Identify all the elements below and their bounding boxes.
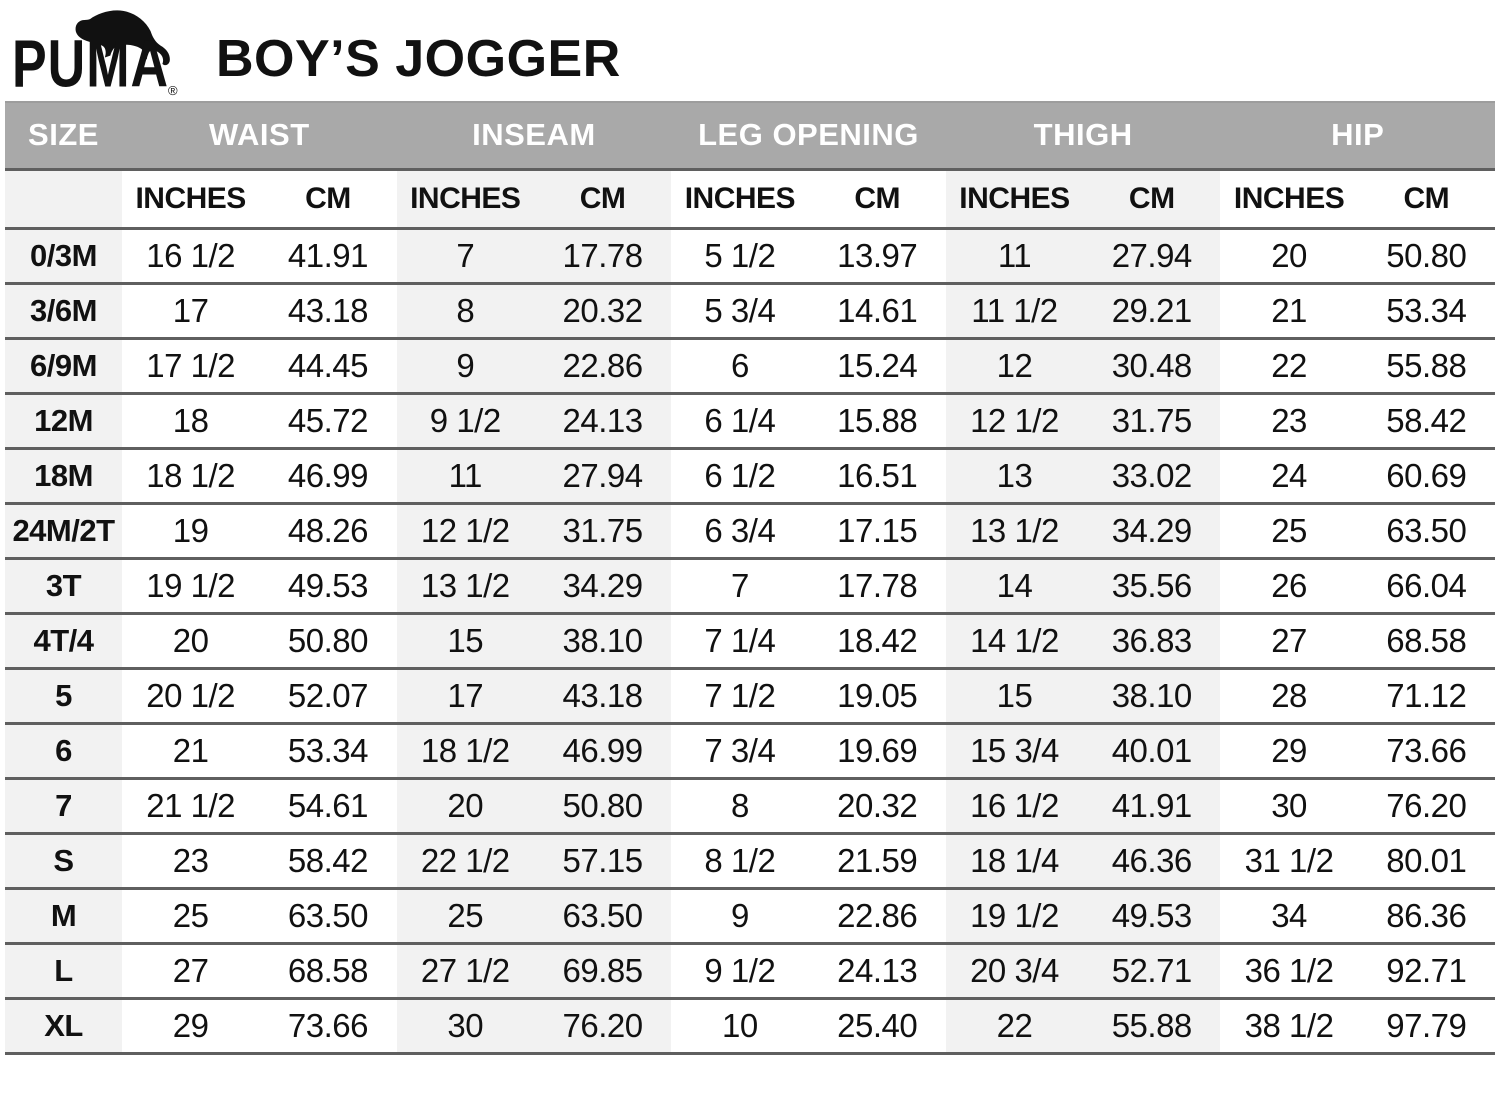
measurement-value-cell: 20.32: [534, 283, 671, 338]
measurement-value-cell: 19 1/2: [146, 566, 236, 604]
measurement-value-cell: 41.91: [287, 236, 368, 274]
measurement-value-cell: 21.59: [837, 841, 918, 879]
measurement-value-cell: 31.75: [534, 503, 671, 558]
measurement-value-cell: 18 1/4: [946, 833, 1083, 888]
column-header-size: SIZE: [28, 117, 99, 153]
unit-header-waist-cm: CM: [305, 181, 351, 215]
registered-trademark-symbol: ®: [168, 83, 178, 98]
measurement-value-cell: 38.10: [1083, 668, 1220, 723]
measurement-value-cell: 7: [397, 228, 534, 283]
measurement-value-cell: 27: [172, 951, 209, 989]
table-units-header-row: [5, 169, 1495, 228]
measurement-value-cell: 46.99: [534, 723, 671, 778]
measurement-value-cell: 13 1/2: [397, 558, 534, 613]
measurement-value-cell: 13 1/2: [946, 503, 1083, 558]
measurement-value-cell: 8: [397, 283, 534, 338]
measurement-value-cell: 10: [722, 1006, 758, 1044]
measurement-value-cell: 6 3/4: [704, 511, 776, 549]
unit-header-hip-inches: INCHES: [1233, 181, 1345, 215]
measurement-value-cell: 66.04: [1386, 566, 1467, 604]
size-label-cell: XL: [5, 998, 122, 1053]
measurement-value-cell: 11: [397, 448, 534, 503]
measurement-value-cell: 86.36: [1386, 896, 1467, 934]
measurement-value-cell: 36.83: [1083, 613, 1220, 668]
measurement-value-cell: 27: [1271, 621, 1307, 659]
measurement-value-cell: 36 1/2: [1244, 951, 1334, 989]
measurement-value-cell: 6 1/2: [704, 456, 776, 494]
puma-logo: [12, 7, 184, 101]
measurement-value-cell: 52.07: [287, 676, 368, 714]
page-title: BOY’S JOGGER: [216, 30, 621, 88]
measurement-value-cell: 33.02: [1083, 448, 1220, 503]
measurement-value-cell: 18.42: [837, 621, 918, 659]
measurement-value-cell: 17 1/2: [146, 346, 236, 384]
table-row: [5, 283, 1495, 338]
table-row: [5, 393, 1495, 448]
measurement-value-cell: 73.66: [287, 1006, 368, 1044]
measurement-value-cell: 17.78: [534, 228, 671, 283]
measurement-value-cell: 40.01: [1083, 723, 1220, 778]
size-label-cell: 6: [5, 723, 122, 778]
measurement-value-cell: 9 1/2: [397, 393, 534, 448]
measurement-value-cell: 9: [397, 338, 534, 393]
measurement-value-cell: 17.78: [837, 566, 918, 604]
measurement-value-cell: 15.24: [837, 346, 918, 384]
measurement-value-cell: 92.71: [1386, 951, 1467, 989]
column-header-inseam: INSEAM: [472, 117, 596, 153]
size-label-cell: 0/3M: [5, 228, 122, 283]
table-row: [5, 723, 1495, 778]
table-row: [5, 558, 1495, 613]
measurement-value-cell: 14.61: [837, 291, 918, 329]
measurement-value-cell: 26: [1271, 566, 1307, 604]
unit-header-waist-inches: INCHES: [135, 181, 246, 215]
measurement-value-cell: 48.26: [287, 511, 368, 549]
measurement-value-cell: 9: [730, 896, 749, 934]
measurement-value-cell: 15: [397, 613, 534, 668]
measurement-value-cell: 22.86: [534, 338, 671, 393]
measurement-value-cell: 80.01: [1386, 841, 1467, 879]
measurement-value-cell: 12: [946, 338, 1083, 393]
column-header-thigh: THIGH: [1033, 117, 1133, 153]
size-label-cell: M: [5, 888, 122, 943]
measurement-value-cell: 15 3/4: [946, 723, 1083, 778]
measurement-value-cell: 14: [946, 558, 1083, 613]
table-row: [5, 503, 1495, 558]
measurement-value-cell: 46.99: [287, 456, 368, 494]
measurement-value-cell: 8 1/2: [704, 841, 776, 879]
measurement-value-cell: 22.86: [837, 896, 918, 934]
measurement-value-cell: 12 1/2: [946, 393, 1083, 448]
measurement-value-cell: 25: [1271, 511, 1307, 549]
table-row: [5, 888, 1495, 943]
table-row: [5, 448, 1495, 503]
table-row: [5, 338, 1495, 393]
measurement-value-cell: 69.85: [534, 943, 671, 998]
measurement-value-cell: 21: [172, 731, 209, 769]
measurement-value-cell: 41.91: [1083, 778, 1220, 833]
measurement-value-cell: 20 1/2: [146, 676, 236, 714]
measurement-value-cell: 29: [172, 1006, 209, 1044]
measurement-value-cell: 13.97: [837, 236, 918, 274]
measurement-value-cell: 46.36: [1083, 833, 1220, 888]
unit-header-thigh-inches: INCHES: [946, 169, 1083, 228]
measurement-value-cell: 7 3/4: [704, 731, 776, 769]
measurement-value-cell: 19: [172, 511, 209, 549]
measurement-value-cell: 18 1/2: [146, 456, 236, 494]
measurement-value-cell: 25: [397, 888, 534, 943]
table-row: [5, 778, 1495, 833]
measurement-value-cell: 30: [397, 998, 534, 1053]
unit-header-thigh-cm: CM: [1083, 169, 1220, 228]
unit-header-inseam-cm: CM: [534, 169, 671, 228]
column-header-waist: WAIST: [208, 117, 310, 153]
measurement-value-cell: 20.32: [837, 786, 918, 824]
column-header-leg-opening: LEG OPENING: [698, 117, 919, 153]
table-row: [5, 613, 1495, 668]
measurement-value-cell: 15: [946, 668, 1083, 723]
measurement-value-cell: 17.15: [837, 511, 918, 549]
measurement-value-cell: 28: [1271, 676, 1307, 714]
measurement-value-cell: 55.88: [1386, 346, 1467, 384]
size-label-cell: 24M/2T: [5, 503, 122, 558]
measurement-value-cell: 11 1/2: [946, 283, 1083, 338]
measurement-value-cell: 49.53: [287, 566, 368, 604]
puma-wordmark: PUMA: [12, 27, 170, 102]
measurement-value-cell: 68.58: [1386, 621, 1467, 659]
measurement-value-cell: 63.50: [287, 896, 368, 934]
size-label-cell: 4T/4: [5, 613, 122, 668]
table-row: [5, 998, 1495, 1053]
measurement-value-cell: 53.34: [1386, 291, 1467, 329]
measurement-value-cell: 34: [1271, 896, 1307, 934]
measurement-value-cell: 53.34: [287, 731, 368, 769]
measurement-value-cell: 11: [946, 228, 1083, 283]
measurement-value-cell: 24.13: [837, 951, 918, 989]
measurement-value-cell: 38 1/2: [1244, 1006, 1334, 1044]
measurement-value-cell: 27 1/2: [397, 943, 534, 998]
measurement-value-cell: 49.53: [1083, 888, 1220, 943]
measurement-value-cell: 18: [172, 401, 209, 439]
measurement-value-cell: 60.69: [1386, 456, 1467, 494]
measurement-value-cell: 22 1/2: [397, 833, 534, 888]
measurement-value-cell: 63.50: [534, 888, 671, 943]
measurement-value-cell: 34.29: [1083, 503, 1220, 558]
measurement-value-cell: 38.10: [534, 613, 671, 668]
measurement-value-cell: 7 1/2: [704, 676, 776, 714]
measurement-value-cell: 52.71: [1083, 943, 1220, 998]
measurement-value-cell: 24: [1271, 456, 1307, 494]
measurement-value-cell: 57.15: [534, 833, 671, 888]
measurement-value-cell: 20 3/4: [946, 943, 1083, 998]
unit-header-hip-cm: CM: [1403, 181, 1450, 215]
measurement-value-cell: 23: [1271, 401, 1307, 439]
measurement-value-cell: 14 1/2: [946, 613, 1083, 668]
size-label-cell: 18M: [5, 448, 122, 503]
measurement-value-cell: 7: [730, 566, 749, 604]
measurement-value-cell: 29.21: [1083, 283, 1220, 338]
measurement-value-cell: 24.13: [534, 393, 671, 448]
measurement-value-cell: 43.18: [287, 291, 368, 329]
column-header-hip: HIP: [1331, 117, 1385, 153]
measurement-value-cell: 30.48: [1083, 338, 1220, 393]
measurement-value-cell: 16 1/2: [946, 778, 1083, 833]
measurement-value-cell: 20: [397, 778, 534, 833]
measurement-value-cell: 5 1/2: [704, 236, 776, 274]
measurement-value-cell: 16.51: [837, 456, 918, 494]
measurement-value-cell: 21 1/2: [146, 786, 236, 824]
measurement-value-cell: 13: [946, 448, 1083, 503]
size-label-cell: 6/9M: [5, 338, 122, 393]
unit-header-leg-opening-cm: CM: [854, 181, 900, 215]
measurement-value-cell: 71.12: [1386, 676, 1467, 714]
measurement-value-cell: 27.94: [534, 448, 671, 503]
measurement-value-cell: 27.94: [1083, 228, 1220, 283]
table-group-header-row: [5, 102, 1495, 169]
measurement-value-cell: 76.20: [534, 998, 671, 1053]
table-row: [5, 943, 1495, 998]
measurement-value-cell: 30: [1271, 786, 1307, 824]
measurement-value-cell: 19.05: [837, 676, 918, 714]
measurement-value-cell: 54.61: [287, 786, 368, 824]
measurement-value-cell: 55.88: [1083, 998, 1220, 1053]
measurement-value-cell: 50.80: [287, 621, 368, 659]
measurement-value-cell: 31 1/2: [1244, 841, 1334, 879]
measurement-value-cell: 29: [1271, 731, 1307, 769]
measurement-value-cell: 7 1/4: [704, 621, 776, 659]
table-row: [5, 228, 1495, 283]
size-table-body: [5, 228, 1495, 1053]
measurement-value-cell: 17: [397, 668, 534, 723]
measurement-value-cell: 20: [1271, 236, 1307, 274]
measurement-value-cell: 25: [172, 896, 209, 934]
measurement-value-cell: 8: [730, 786, 749, 824]
measurement-value-cell: 76.20: [1386, 786, 1467, 824]
measurement-value-cell: 34.29: [534, 558, 671, 613]
size-label-cell: 3T: [5, 558, 122, 613]
measurement-value-cell: 15.88: [837, 401, 918, 439]
measurement-value-cell: 18 1/2: [397, 723, 534, 778]
measurement-value-cell: 21: [1271, 291, 1307, 329]
page-header: [0, 0, 1500, 101]
measurement-value-cell: 19 1/2: [946, 888, 1083, 943]
measurement-value-cell: 22: [1271, 346, 1307, 384]
size-label-cell: S: [5, 833, 122, 888]
measurement-value-cell: 44.45: [287, 346, 368, 384]
measurement-value-cell: 68.58: [287, 951, 368, 989]
table-row: [5, 668, 1495, 723]
measurement-value-cell: 23: [172, 841, 209, 879]
measurement-value-cell: 31.75: [1083, 393, 1220, 448]
measurement-value-cell: 50.80: [1386, 236, 1467, 274]
measurement-value-cell: 50.80: [534, 778, 671, 833]
units-row-corner-cell: [5, 169, 122, 228]
measurement-value-cell: 73.66: [1386, 731, 1467, 769]
measurement-value-cell: 6 1/4: [704, 401, 776, 439]
measurement-value-cell: 63.50: [1386, 511, 1467, 549]
measurement-value-cell: 9 1/2: [704, 951, 776, 989]
measurement-value-cell: 45.72: [287, 401, 368, 439]
measurement-value-cell: 25.40: [837, 1006, 918, 1044]
measurement-value-cell: 16 1/2: [146, 236, 236, 274]
size-label-cell: 12M: [5, 393, 122, 448]
measurement-value-cell: 22: [946, 998, 1083, 1053]
measurement-value-cell: 97.79: [1386, 1006, 1467, 1044]
measurement-value-cell: 43.18: [534, 668, 671, 723]
measurement-value-cell: 17: [172, 291, 209, 329]
measurement-value-cell: 19.69: [837, 731, 918, 769]
size-chart-table: [5, 101, 1495, 1055]
measurement-value-cell: 20: [172, 621, 209, 659]
measurement-value-cell: 12 1/2: [397, 503, 534, 558]
measurement-value-cell: 35.56: [1083, 558, 1220, 613]
size-label-cell: 3/6M: [5, 283, 122, 338]
measurement-value-cell: 58.42: [1386, 401, 1467, 439]
measurement-value-cell: 5 3/4: [704, 291, 776, 329]
unit-header-leg-opening-inches: INCHES: [684, 181, 796, 215]
unit-header-inseam-inches: INCHES: [397, 169, 534, 228]
size-label-cell: L: [5, 943, 122, 998]
measurement-value-cell: 6: [730, 346, 749, 384]
measurement-value-cell: 58.42: [287, 841, 368, 879]
size-label-cell: 5: [5, 668, 122, 723]
size-label-cell: 7: [5, 778, 122, 833]
table-row: [5, 833, 1495, 888]
